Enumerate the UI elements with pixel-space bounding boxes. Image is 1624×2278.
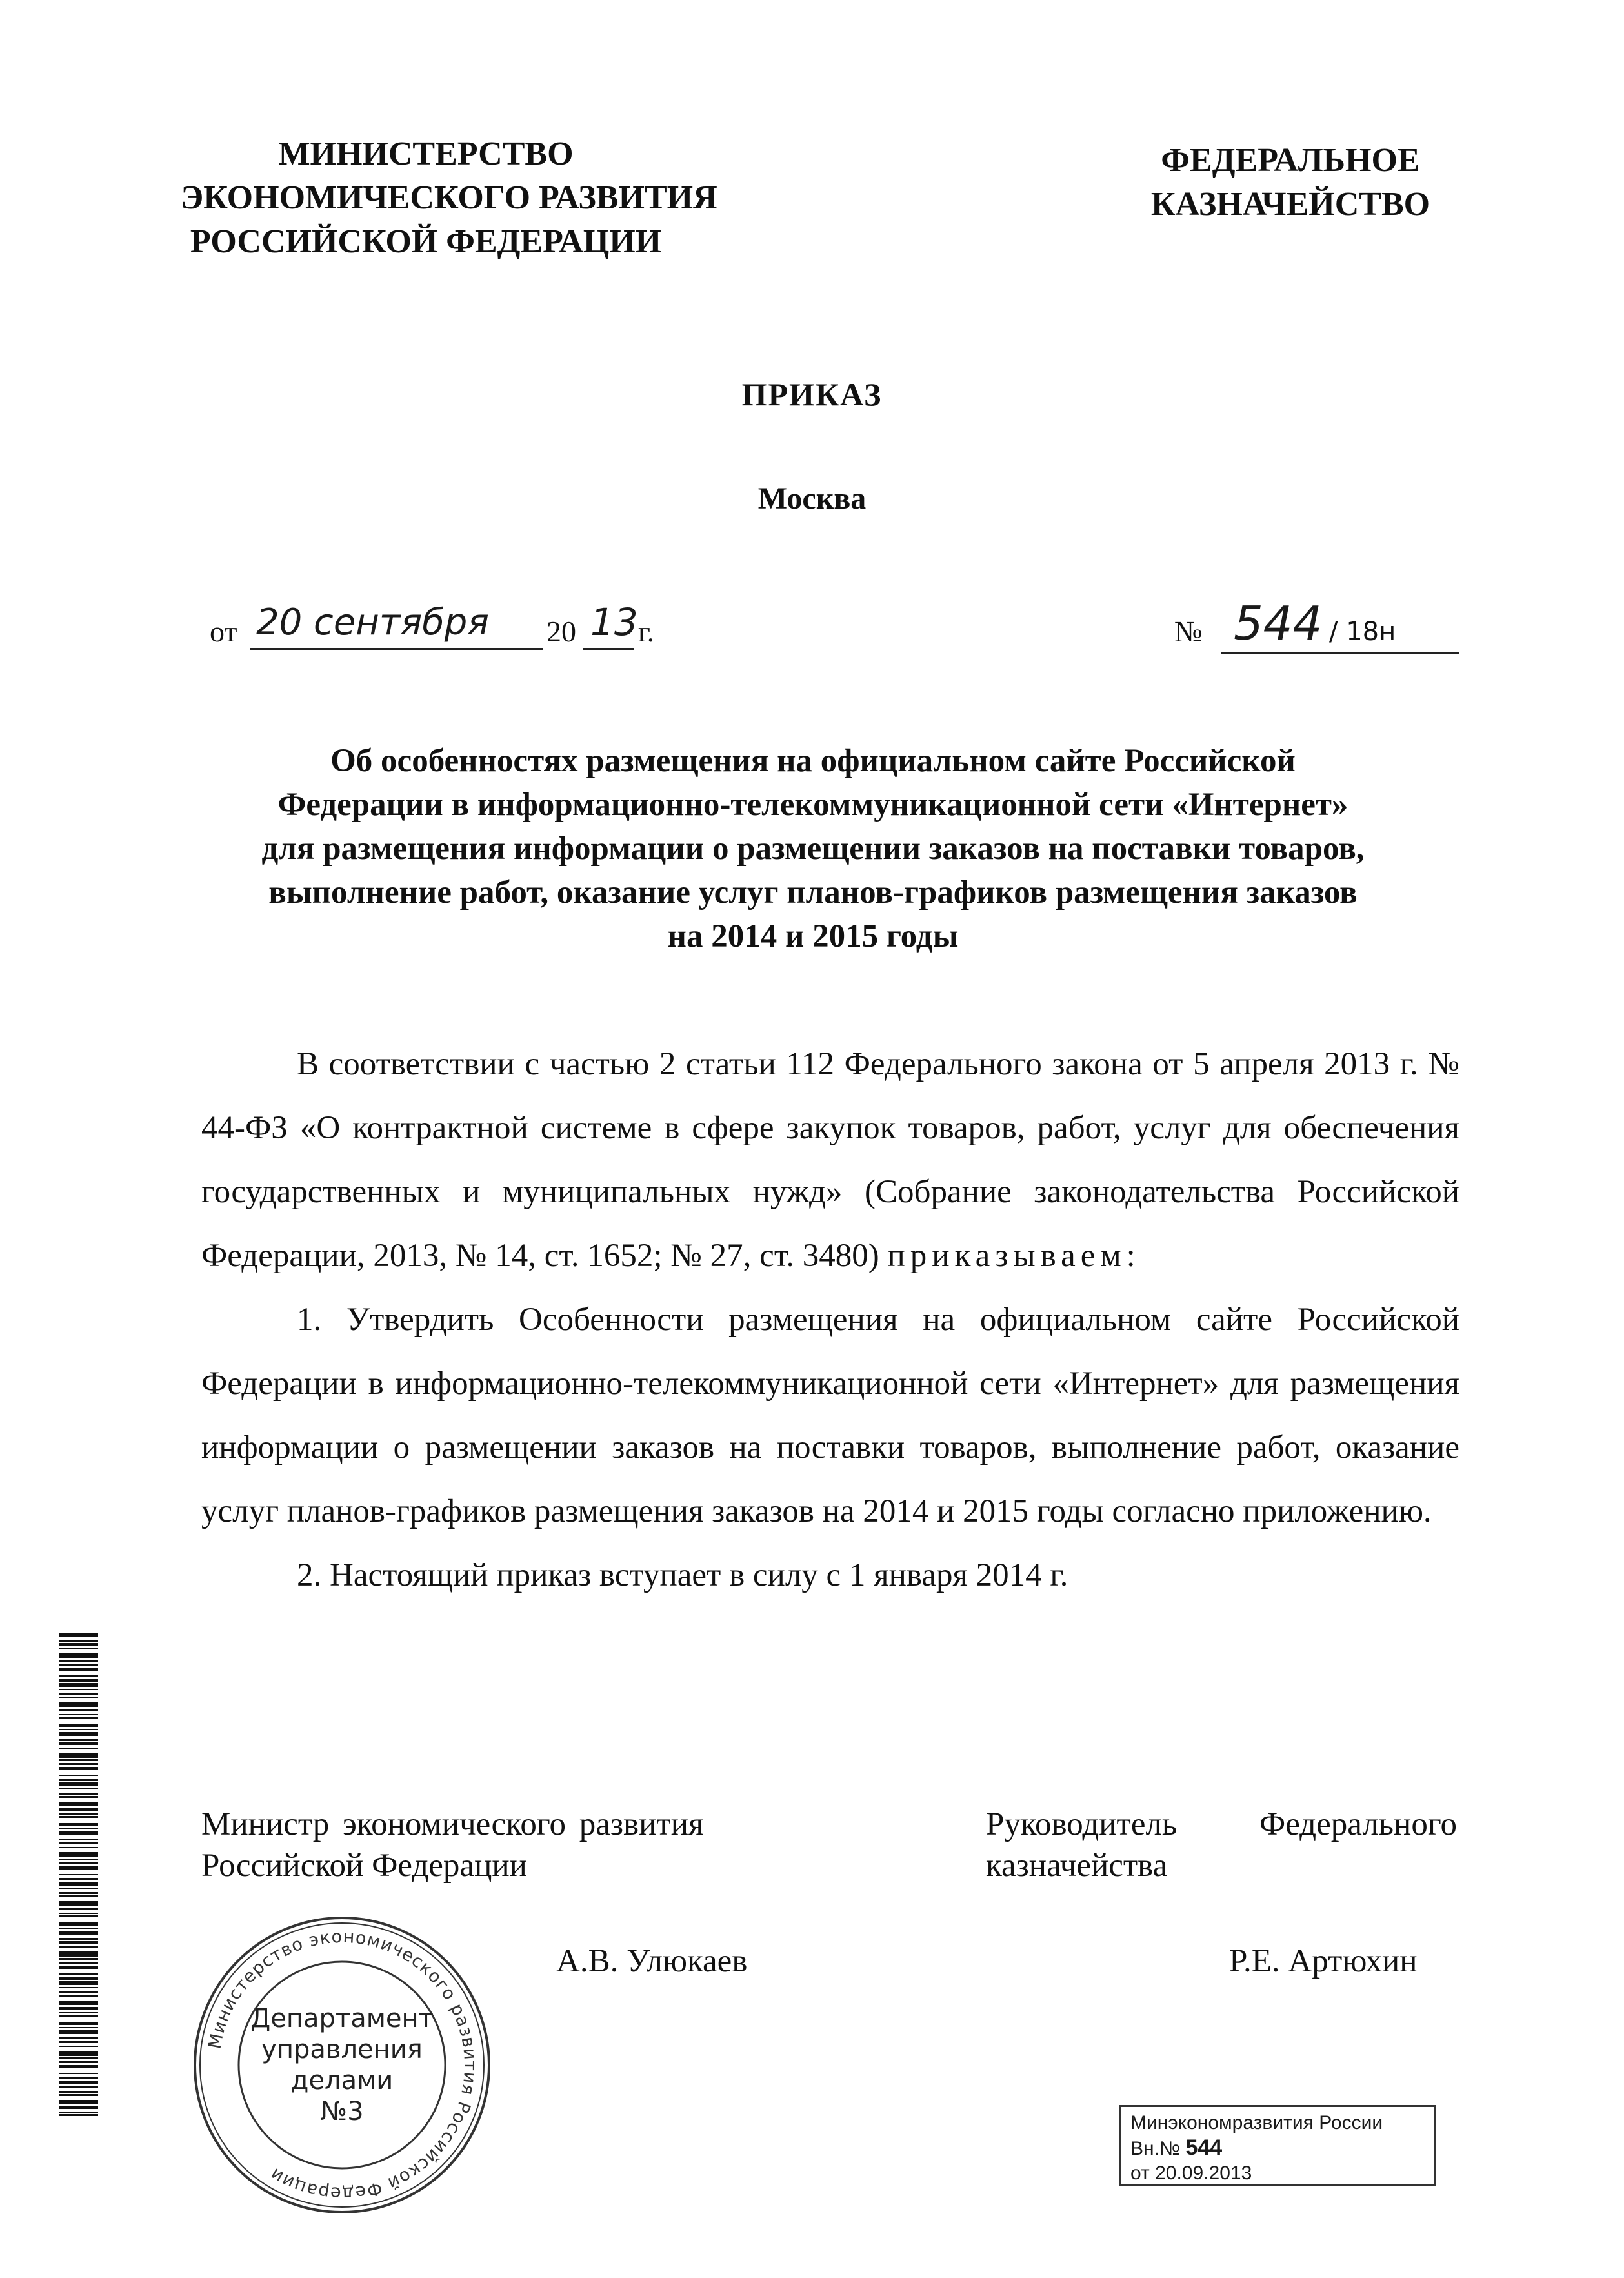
registration-number-prefix: Вн.№: [1130, 2138, 1186, 2159]
barcode-bar: [59, 1951, 98, 1957]
barcode-bar: [59, 1683, 98, 1687]
barcode-bar: [59, 1946, 98, 1948]
barcode-bar: [59, 1977, 98, 1980]
barcode-bar: [59, 2027, 98, 2028]
registration-number: 544: [1185, 2135, 1223, 2160]
document-type: ПРИКАЗ: [741, 376, 883, 412]
barcode-bar: [59, 1922, 98, 1926]
ministry-header-line: РОССИЙСКОЙ ФЕДЕРАЦИИ: [190, 223, 662, 260]
barcode-bar: [59, 1813, 98, 1815]
barcode-bar: [59, 2030, 98, 2034]
barcode-bar: [59, 1928, 98, 1929]
barcode-bar: [59, 1878, 98, 1880]
barcode-bar: [59, 1689, 98, 1690]
signer-left-line: Российской Федерации: [201, 1848, 527, 1884]
barcode-bar: [59, 1724, 98, 1727]
barcode-bar: [59, 1862, 98, 1864]
title-line: выполнение работ, оказание услуг планов-графиков размещения заказов: [268, 874, 1358, 911]
barcode-bar: [59, 1753, 98, 1758]
barcode-bar: [59, 2015, 98, 2017]
barcode-bar: [59, 2086, 98, 2088]
order-date: [210, 594, 726, 652]
barcode-bar: [59, 1874, 98, 1875]
barcode-bar: [59, 1882, 98, 1886]
barcode-bar: [59, 1742, 98, 1745]
order-body: [201, 1033, 1459, 1608]
barcode-bar: [59, 1664, 98, 1666]
barcode-bar: [59, 2037, 98, 2039]
title-line: Федерации в информационно-телекоммуникационной сети «Интернет»: [277, 787, 1348, 823]
barcode-bar: [59, 1802, 98, 1806]
barcode-bar: [59, 2041, 98, 2043]
barcode-bar: [59, 1793, 98, 1795]
barcode-bar: [59, 1908, 98, 1910]
number-handwritten: 544: [1234, 596, 1323, 650]
preamble-paragraph: [201, 1033, 1459, 1288]
barcode-bar: [59, 2094, 98, 2096]
barcode-bar: [59, 1828, 98, 1829]
barcode-bar: [59, 1714, 98, 1715]
barcode-bars: [59, 1633, 98, 2123]
barcode-bar: [59, 1995, 98, 1997]
barcode-bar: [59, 1859, 98, 1860]
barcode-bar: [59, 1973, 98, 1975]
barcode-bar: [59, 2065, 98, 2068]
order-word: приказываем:: [887, 1238, 1141, 1274]
barcode-bar: [59, 1759, 98, 1761]
barcode-bar: [59, 1991, 98, 1993]
signer-left-name: А.В. Улюкаев: [556, 1943, 748, 1979]
barcode-bar: [59, 1729, 98, 1730]
barcode-bar: [59, 1962, 98, 1964]
barcode-bar: [59, 1915, 98, 1917]
barcode-bar: [59, 1717, 98, 1719]
barcode-bar: [59, 1675, 98, 1677]
date-year-prefix: 20: [546, 615, 576, 648]
city: Москва: [757, 481, 867, 516]
stamp-line: Департамент: [250, 2004, 434, 2033]
signer-right-line: Руководитель Федерального: [986, 1806, 1457, 1842]
department-stamp: [190, 1913, 494, 2217]
barcode-bar: [59, 1748, 98, 1749]
barcode-bar: [59, 1796, 98, 1798]
barcode-bar: [59, 2112, 98, 2113]
barcode-bar: [59, 1931, 98, 1935]
barcode-bar: [59, 1816, 98, 1818]
signer-right-line: казначейства: [986, 1848, 1168, 1884]
registration-stamp: [1119, 2105, 1436, 2186]
barcode-bar: [59, 1852, 98, 1857]
date-handwritten: 20 сентября: [256, 601, 489, 643]
ministry-header-line: МИНИСТЕРСТВО: [278, 136, 574, 172]
barcode-bar: [59, 1866, 98, 1870]
barcode-bar: [59, 1808, 98, 1811]
date-prefix: от: [210, 615, 237, 648]
barcode-bar: [59, 1888, 98, 1889]
title-line: на 2014 и 2015 годы: [667, 918, 959, 954]
ministry-header: [181, 132, 717, 264]
number-prefix: №: [1174, 615, 1203, 648]
barcode-bar: [59, 2061, 98, 2063]
treasury-header-line: ФЕДЕРАЛЬНОЕ: [1161, 142, 1420, 179]
barcode-bar: [59, 2007, 98, 2010]
barcode-bar: [59, 1653, 98, 1658]
title-line: для размещения информации о размещении заказов на поставки товаров,: [261, 831, 1365, 867]
order-title: [194, 739, 1432, 958]
number-suffix: / 18н: [1329, 617, 1396, 647]
barcode-bar: [59, 1697, 98, 1698]
registration-date: от 20.09.2013: [1130, 2162, 1252, 2184]
barcode: [59, 1633, 98, 2123]
barcode-bar: [59, 2077, 98, 2079]
barcode-bar: [59, 2057, 98, 2059]
barcode-bar: [59, 2100, 98, 2104]
barcode-bar: [59, 1767, 98, 1770]
barcode-bar: [59, 1648, 98, 1649]
barcode-bar: [59, 1892, 98, 1894]
barcode-bar: [59, 1668, 98, 1671]
barcode-bar: [59, 2091, 98, 2093]
registration-org: Минэкономразвития России: [1130, 2112, 1383, 2133]
barcode-bar: [59, 1709, 98, 1711]
order-number: [1174, 594, 1465, 652]
barcode-bar: [59, 1842, 98, 1844]
barcode-bar: [59, 2114, 98, 2116]
ministry-header-line: ЭКОНОМИЧЕСКОГО РАЗВИТИЯ: [181, 179, 717, 216]
barcode-bar: [59, 1633, 98, 1637]
stamp-line: делами: [290, 2066, 394, 2095]
registration-number-row: [1130, 2135, 1425, 2161]
item-2: 2. Настоящий приказ вступает в силу с 1 января 2014 г.: [297, 1557, 1068, 1593]
signer-right-position: [986, 1804, 1457, 1886]
barcode-bar: [59, 2046, 98, 2047]
treasury-header-line: КАЗНАЧЕЙСТВО: [1150, 186, 1430, 223]
title-line: Об особенностях размещения на официальном сайте Российской: [330, 743, 1296, 779]
stamp-ring-text: Министерство экономического развития Российской Федерации: [205, 1926, 481, 2204]
barcode-bar: [59, 1640, 98, 1642]
barcode-bar: [59, 1679, 98, 1682]
barcode-bar: [59, 2001, 98, 2005]
barcode-bar: [59, 1981, 98, 1985]
barcode-bar: [59, 2022, 98, 2025]
barcode-bar: [59, 1823, 98, 1826]
preamble-text: В соответствии с частью 2 статьи 112 Федерального закона от 5 апреля 2013 г. № 44-ФЗ «О контрактной системе в сфере закупок товаров, работ, услуг для обеспечения государственных и муниципальных нужд» (Собрание законодательства Российской Федерации, 2013, № 14, ст. 1652; № 27, ст. 3480): [201, 1046, 1459, 1274]
barcode-bar: [59, 1847, 98, 1848]
signer-left-line: Министр экономического развития: [201, 1806, 704, 1842]
stamp-center: [190, 1913, 494, 2217]
barcode-bar: [59, 1958, 98, 1960]
barcode-bar: [59, 1693, 98, 1695]
barcode-bar: [59, 1901, 98, 1906]
barcode-bar: [59, 1779, 98, 1781]
year-handwritten: 13: [590, 600, 638, 644]
barcode-bar: [59, 1913, 98, 1914]
item-1: 1. Утвердить Особенности размещения на официальном сайте Российской Федерации в информационно-телекоммуникационной сети «Интернет» для размещения информации о размещении заказов на поставки товаров, выполнение работ, оказание услуг планов-графиков размещения заказов на 2014 и 2015 годы согласно приложению.: [201, 1302, 1459, 1529]
barcode-bar: [59, 1788, 98, 1789]
barcode-bar: [59, 1732, 98, 1736]
stamp-line: управления: [261, 2035, 423, 2064]
barcode-bar: [59, 1763, 98, 1765]
barcode-bar: [59, 1839, 98, 1840]
barcode-bar: [59, 2081, 98, 2084]
barcode-bar: [59, 1941, 98, 1944]
barcode-bar: [59, 1775, 98, 1776]
barcode-bar: [59, 2073, 98, 2074]
barcode-bar: [59, 2051, 98, 2056]
barcode-bar: [59, 2012, 98, 2013]
barcode-bar: [59, 1938, 98, 1940]
stamp-line: №3: [320, 2097, 364, 2126]
barcode-bar: [59, 1966, 98, 1969]
barcode-bar: [59, 1643, 98, 1646]
barcode-bar: [59, 1702, 98, 1707]
date-suffix: г.: [638, 615, 655, 648]
barcode-bar: [59, 1987, 98, 1988]
barcode-bar: [59, 1660, 98, 1662]
barcode-bar: [59, 1831, 98, 1835]
barcode-bar: [59, 1895, 98, 1897]
treasury-header: [1123, 139, 1458, 227]
barcode-bar: [59, 2106, 98, 2109]
signer-left-position: [201, 1804, 847, 1886]
barcode-bar: [59, 1739, 98, 1741]
signer-right-name: Р.Е. Артюхин: [1229, 1943, 1418, 1979]
barcode-bar: [59, 1782, 98, 1786]
